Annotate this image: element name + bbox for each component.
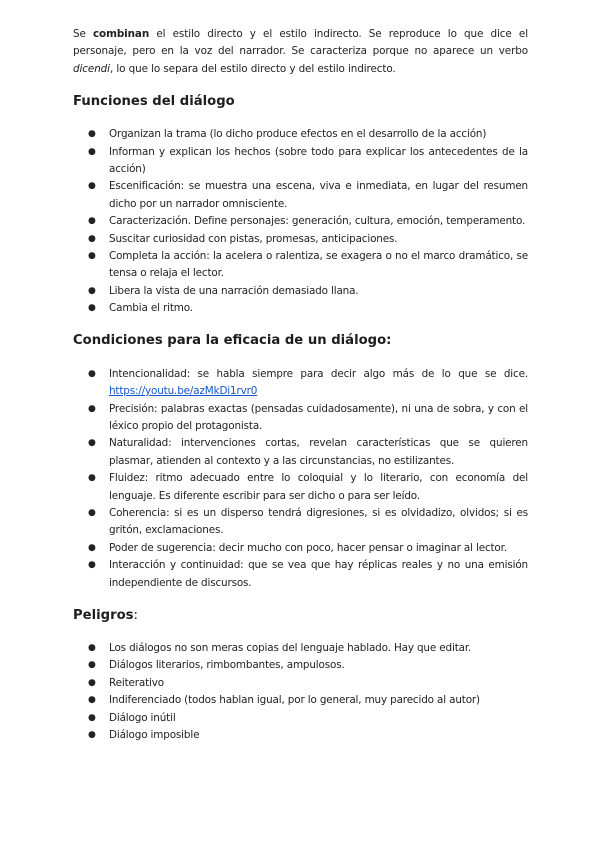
list-item: ● Escenificación: se muestra una escena, viva e inmediata, en lugar del resumen dicho por un narrador omnisciente. [88, 180, 528, 210]
bullet-icon: ● [88, 642, 96, 653]
list-item: ● Naturalidad: intervenciones cortas, revelan características que se quieren plasmar, atienden al contexto y a las circunstancias, no estilizantes. [88, 437, 528, 467]
list-item: ● Diálogo inútil [73, 710, 528, 727]
list-item: ● Suscitar curiosidad con pistas, promesas, anticipaciones. [73, 231, 528, 248]
heading-peligros [73, 607, 528, 625]
heading-condiciones: Condiciones para la eficacia de un diálogo: [73, 332, 392, 348]
bullet-icon: ● [88, 233, 96, 244]
bullet-icon: ● [88, 473, 96, 484]
list-item: ● Libera la vista de una narración demasiado llana. [73, 283, 528, 300]
bullet-icon: ● [88, 216, 96, 227]
bullet-icon: ● [88, 285, 96, 296]
bullet-icon: ● [88, 677, 96, 688]
bullet-icon: ● [88, 712, 96, 723]
heading-peligros-text: Peligros [73, 607, 134, 623]
heading-funciones: Funciones del diálogo [73, 94, 235, 110]
list-item: ● Intencionalidad: se habla siempre para decir algo más de lo que se dice. https://youtu.be/azMkDi1rvr0 [88, 367, 528, 398]
intro-paragraph [73, 26, 528, 78]
list-condiciones [73, 366, 528, 592]
list-item: ● Indiferenciado (todos hablan igual, por lo general, muy parecido al autor) [73, 692, 528, 709]
heading-peligros-colon: : [133, 607, 138, 623]
intro-italic-word: dicendi [73, 62, 110, 75]
youtube-link[interactable]: https://youtu.be/azMkDi1rvr0 [109, 385, 258, 398]
bullet-icon: ● [88, 507, 96, 518]
bullet-icon: ● [88, 438, 96, 449]
intro-bold-word: combinan [93, 28, 150, 40]
bullet-icon: ● [88, 368, 96, 379]
intro-text-3: , lo que lo separa del estilo directo y del estilo indirecto. [109, 62, 396, 75]
list-item: ● Informan y explican los hechos (sobre todo para explicar los antecedentes de la acción) [88, 145, 528, 176]
list-item: ● Caracterización. Define personajes: generación, cultura, emoción, temperamento. [73, 213, 528, 230]
bullet-icon: ● [88, 303, 96, 314]
list-item: ● Fluidez: ritmo adecuado entre lo coloquial y lo literario, con economía del lenguaje. Es diferente escribir para ser dicho o para ser leído. [88, 472, 528, 502]
list-item: ● Los diálogos no son meras copias del lenguaje hablado. Hay que editar. [73, 640, 528, 657]
bullet-icon: ● [88, 146, 96, 157]
list-item: ● Poder de sugerencia: decir mucho con poco, hacer pensar o imaginar al lector. [73, 540, 528, 557]
bullet-icon: ● [88, 251, 96, 262]
list-item: ● Cambia el ritmo. [73, 300, 528, 317]
list-item: ● Diálogos literarios, rimbombantes, ampulosos. [73, 657, 528, 674]
list-item: ● Completa la acción: la acelera o ralentiza, se exagera o no el marco dramático, se tensa o relaja el lector. [88, 250, 528, 280]
bullet-icon: ● [88, 660, 96, 671]
list-item: ● Interacción y continuidad: que se vea que hay réplicas reales y no una emisión independiente de discursos. [88, 559, 528, 589]
bullet-icon: ● [88, 403, 96, 414]
bullet-icon: ● [88, 181, 96, 192]
bullet-icon: ● [88, 542, 96, 553]
bullet-icon: ● [88, 560, 96, 571]
list-item: ● Organizan la trama (lo dicho produce efectos en el desarrollo de la acción) [73, 126, 528, 143]
list-item: ● Coherencia: si es un disperso tendrá digresiones, si es olvidadizo, olvidos; si es gritón, exclamaciones. [88, 506, 528, 537]
bullet-icon: ● [88, 730, 96, 740]
bullet-icon: ● [88, 129, 96, 140]
list-funciones [73, 126, 528, 317]
list-item: ● Precisión: palabras exactas (pensadas cuidadosamente), ni una de sobra, y con el léxico propio del protagonista. [88, 402, 528, 432]
bullet-icon: ● [88, 695, 96, 706]
intro-text-2: el estilo directo y el estilo indirecto. Se reproduce lo que dice el personaje, pero en la voz del narrador. Se caracteriza porque no aparece un verbo [73, 28, 528, 58]
list-item: ● Diálogo imposible [73, 727, 528, 744]
list-peligros [73, 640, 528, 744]
list-item: ● Reiterativo [73, 675, 528, 692]
intro-text-1: Se [73, 28, 93, 40]
